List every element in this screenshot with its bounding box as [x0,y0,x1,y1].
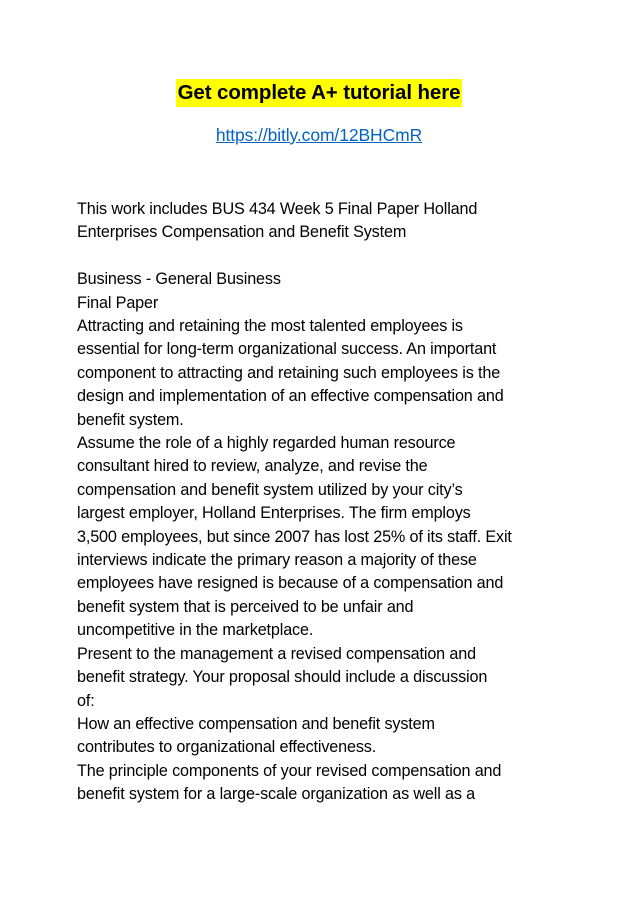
text-line: How an effective compensation and benefit system [77,714,435,733]
link-container [0,123,638,147]
page-title: Get complete A+ tutorial here [176,79,463,107]
text-line: Assume the role of a highly regarded human resource [77,434,456,453]
text-line: benefit system for a large-scale organization as well as a [77,785,475,804]
text-line: benefit system that is perceived to be unfair and [77,597,414,616]
tutorial-link[interactable]: https://bitly.com/12BHCmR [215,125,423,145]
text-line: Enterprises Compensation and Benefit System [77,223,407,242]
text-line: employees have resigned is because of a compensation and [77,574,504,593]
text-line: contributes to organizational effectiveness. [77,738,377,757]
text-line: Business - General Business [77,270,281,289]
text-line: The principle components of your revised compensation and [77,761,502,780]
text-line: Final Paper [77,293,159,312]
text-line: compensation and benefit system utilized by your city’s [77,480,463,499]
text-line: design and implementation of an effective compensation and [77,387,504,406]
text-line: benefit strategy. Your proposal should include a discussion [77,668,488,687]
text-line: Present to the management a revised compensation and [77,644,476,663]
text-line: of: [77,691,95,710]
body-text [77,198,577,807]
text-line: 3,500 employees, but since 2007 has lost 25% of its staff. Exit [77,527,512,546]
text-line: component to attracting and retaining such employees is the [77,363,501,382]
text-line: largest employer, Holland Enterprises. The firm employs [77,504,471,523]
text-line: interviews indicate the primary reason a majority of these [77,551,477,570]
text-line: This work includes BUS 434 Week 5 Final Paper Holland [77,200,478,218]
text-line: uncompetitive in the marketplace. [77,621,314,640]
text-line: consultant hired to review, analyze, and revise the [77,457,428,476]
text-line: benefit system. [77,410,184,429]
heading-container [0,79,638,107]
text-line: essential for long-term organizational success. An important [77,340,497,359]
paragraph-spacer [77,245,577,268]
text-line: Attracting and retaining the most talented employees is [77,317,463,336]
